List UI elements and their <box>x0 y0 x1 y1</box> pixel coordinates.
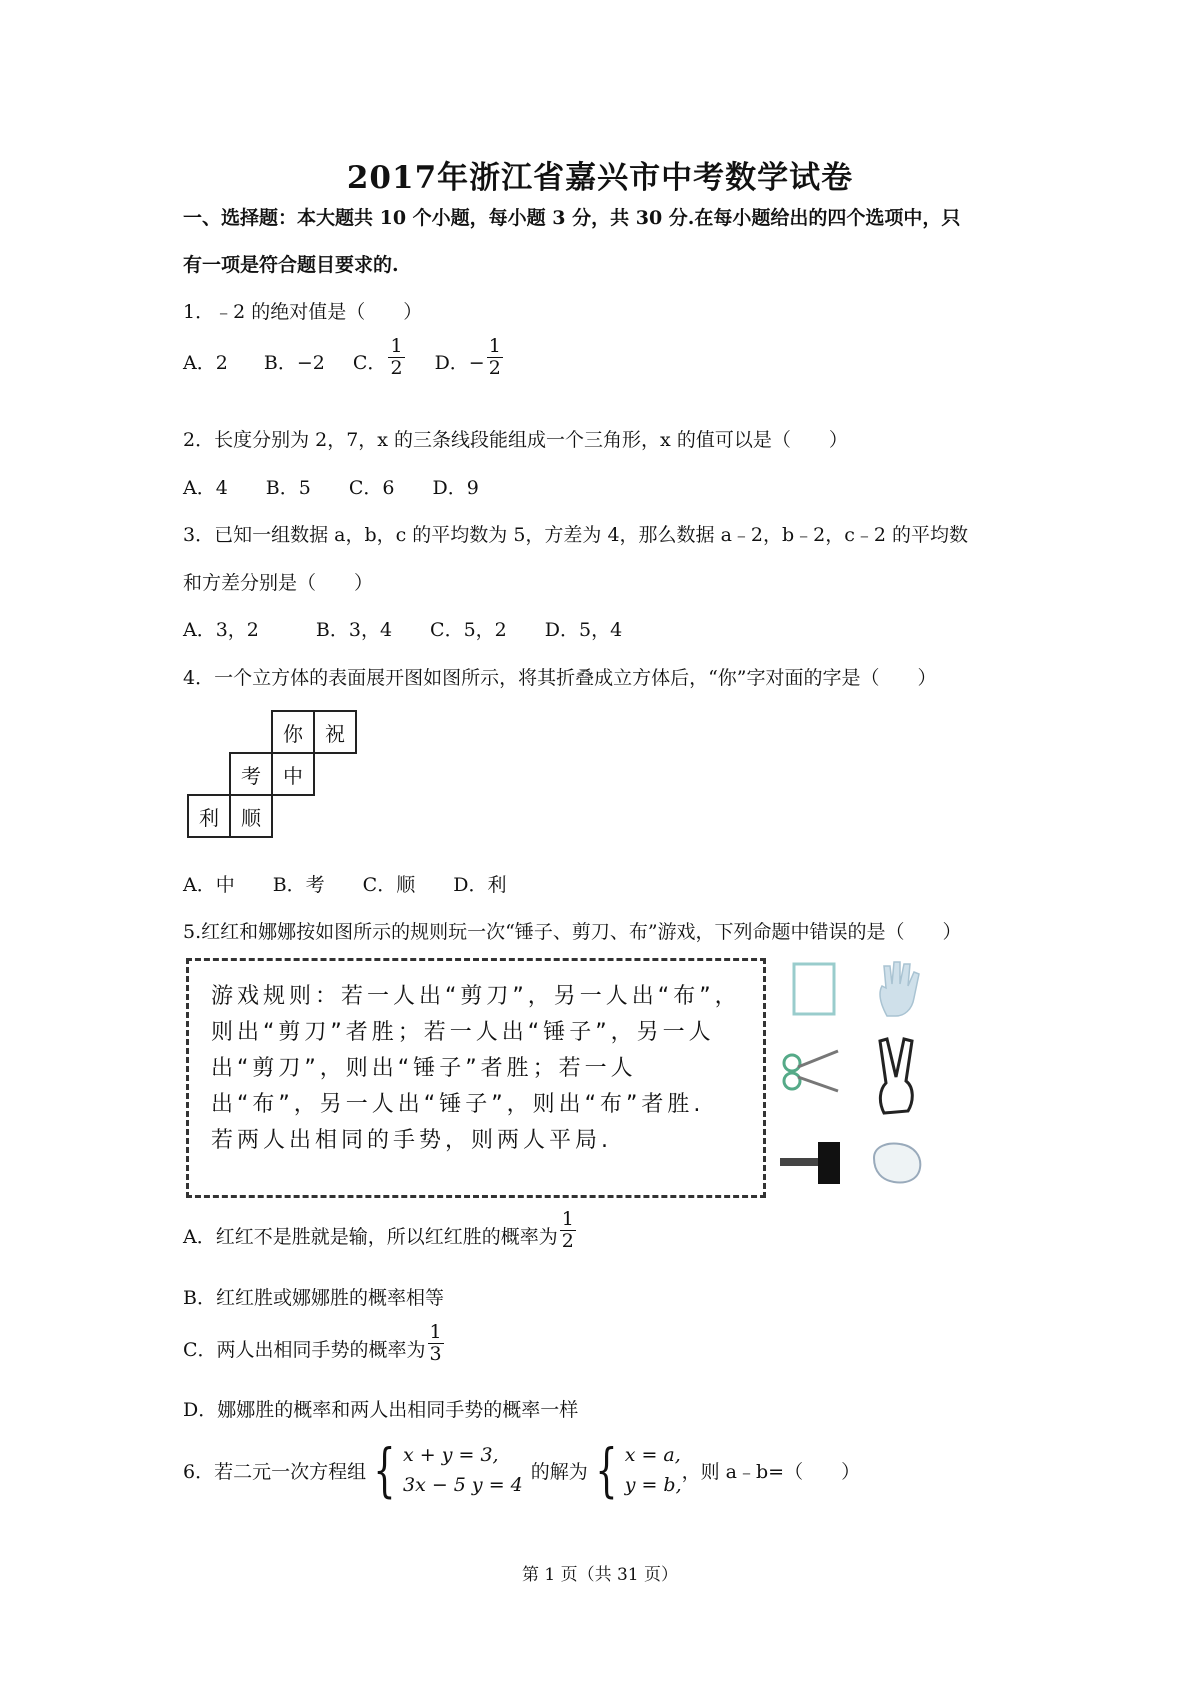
cube-face-ni: 你 <box>271 710 315 754</box>
cube-face-shun: 顺 <box>229 794 273 838</box>
equation-1: x + y = 3, <box>403 1444 499 1466</box>
question-1-stem: 1．﹣2 的绝对值是（ ） <box>183 301 423 323</box>
question-1-options <box>183 334 505 379</box>
question-3-options: A．3，2 B．3，4 C．5，2 D．5，4 <box>183 619 623 641</box>
open-hand-icon <box>872 958 932 1020</box>
cube-net-figure <box>183 710 363 850</box>
solution-2: y = b, <box>624 1474 682 1496</box>
game-rules-box: 游戏规则：若一人出“剪刀”，另一人出“布”，则出“剪刀”者胜；若一人出“锤子”，另一人出“剪刀”，则出“锤子”者胜；若一人出“布”，另一人出“锤子”，则出“布”者胜. 若两人出相同的手势，则两人平局. <box>186 958 766 1198</box>
scissors-icon <box>780 1045 842 1095</box>
cube-face-zhong: 中 <box>271 752 315 796</box>
section-heading-line1: 一、选择题：本大题共 10 个小题，每小题 3 分，共 30 分.在每小题给出的四个选项中，只 <box>183 207 961 229</box>
equation-2: 3x − 5 y = 4 <box>403 1474 523 1496</box>
q6-prefix: 6．若二元一次方程组 <box>183 1460 367 1483</box>
equation-system: { x + y = 3, 3x − 5 y = 4 <box>373 1436 523 1504</box>
question-4-options: A．中 B．考 C．顺 D．利 <box>183 874 507 896</box>
q1-option-a: A．2 <box>183 352 228 374</box>
q1-option-b: B．−2 <box>263 352 325 374</box>
question-5-stem: 5.红红和娜娜按如图所示的规则玩一次“锤子、剪刀、布”游戏，下列命题中错误的是（ ） <box>183 921 962 943</box>
hammer-icon <box>778 1138 844 1188</box>
question-2-options: A．4 B．5 C．6 D．9 <box>183 477 479 499</box>
q6-suffix: ，则 a﹣b=（ ） <box>681 1460 861 1483</box>
question-2-stem: 2．长度分别为 2，7，x 的三条线段能组成一个三角形，x 的值可以是（ ） <box>183 429 848 451</box>
solution-1: x = a, <box>624 1444 681 1466</box>
fist-icon <box>868 1138 926 1188</box>
page-title: 2017年浙江省嘉兴市中考数学试卷 <box>346 160 854 196</box>
page-footer: 第 1 页（共 31 页） <box>521 1565 679 1585</box>
victory-hand-icon <box>872 1035 924 1115</box>
question-6 <box>183 1436 861 1504</box>
question-4-stem: 4．一个立方体的表面展开图如图所示，将其折叠成立方体后，“你”字对面的字是（ ） <box>183 667 937 689</box>
question-3-line1: 3．已知一组数据 a，b，c 的平均数为 5，方差为 4，那么数据 a﹣2，b﹣2，c﹣2 的平均数 <box>183 524 969 546</box>
question-3-line2: 和方差分别是（ ） <box>183 572 374 594</box>
cube-face-li: 利 <box>187 794 231 838</box>
q5-option-b: B．红红胜或娜娜胜的概率相等 <box>183 1287 444 1309</box>
q1-option-d: D．− $\frac{1}{2}$ <box>434 334 501 379</box>
q1-option-c: C． $\frac{1}{2}$ <box>352 334 403 379</box>
solution-system: { x = a, y = b, <box>595 1436 682 1504</box>
section-heading-line2: 有一项是符合题目要求的. <box>183 254 399 276</box>
q5-option-a: A．红红不是胜就是输，所以红红胜的概率为 $\frac{1}{2}$ <box>183 1207 574 1252</box>
paper-sheet-icon <box>790 960 840 1020</box>
q5-option-c: C．两人出相同手势的概率为 $\frac{1}{3}$ <box>183 1320 442 1365</box>
cube-face-zhu: 祝 <box>313 710 357 754</box>
cube-face-kao: 考 <box>229 752 273 796</box>
q6-mid: 的解为 <box>530 1460 588 1483</box>
q5-option-d: D．娜娜胜的概率和两人出相同手势的概率一样 <box>183 1399 579 1421</box>
